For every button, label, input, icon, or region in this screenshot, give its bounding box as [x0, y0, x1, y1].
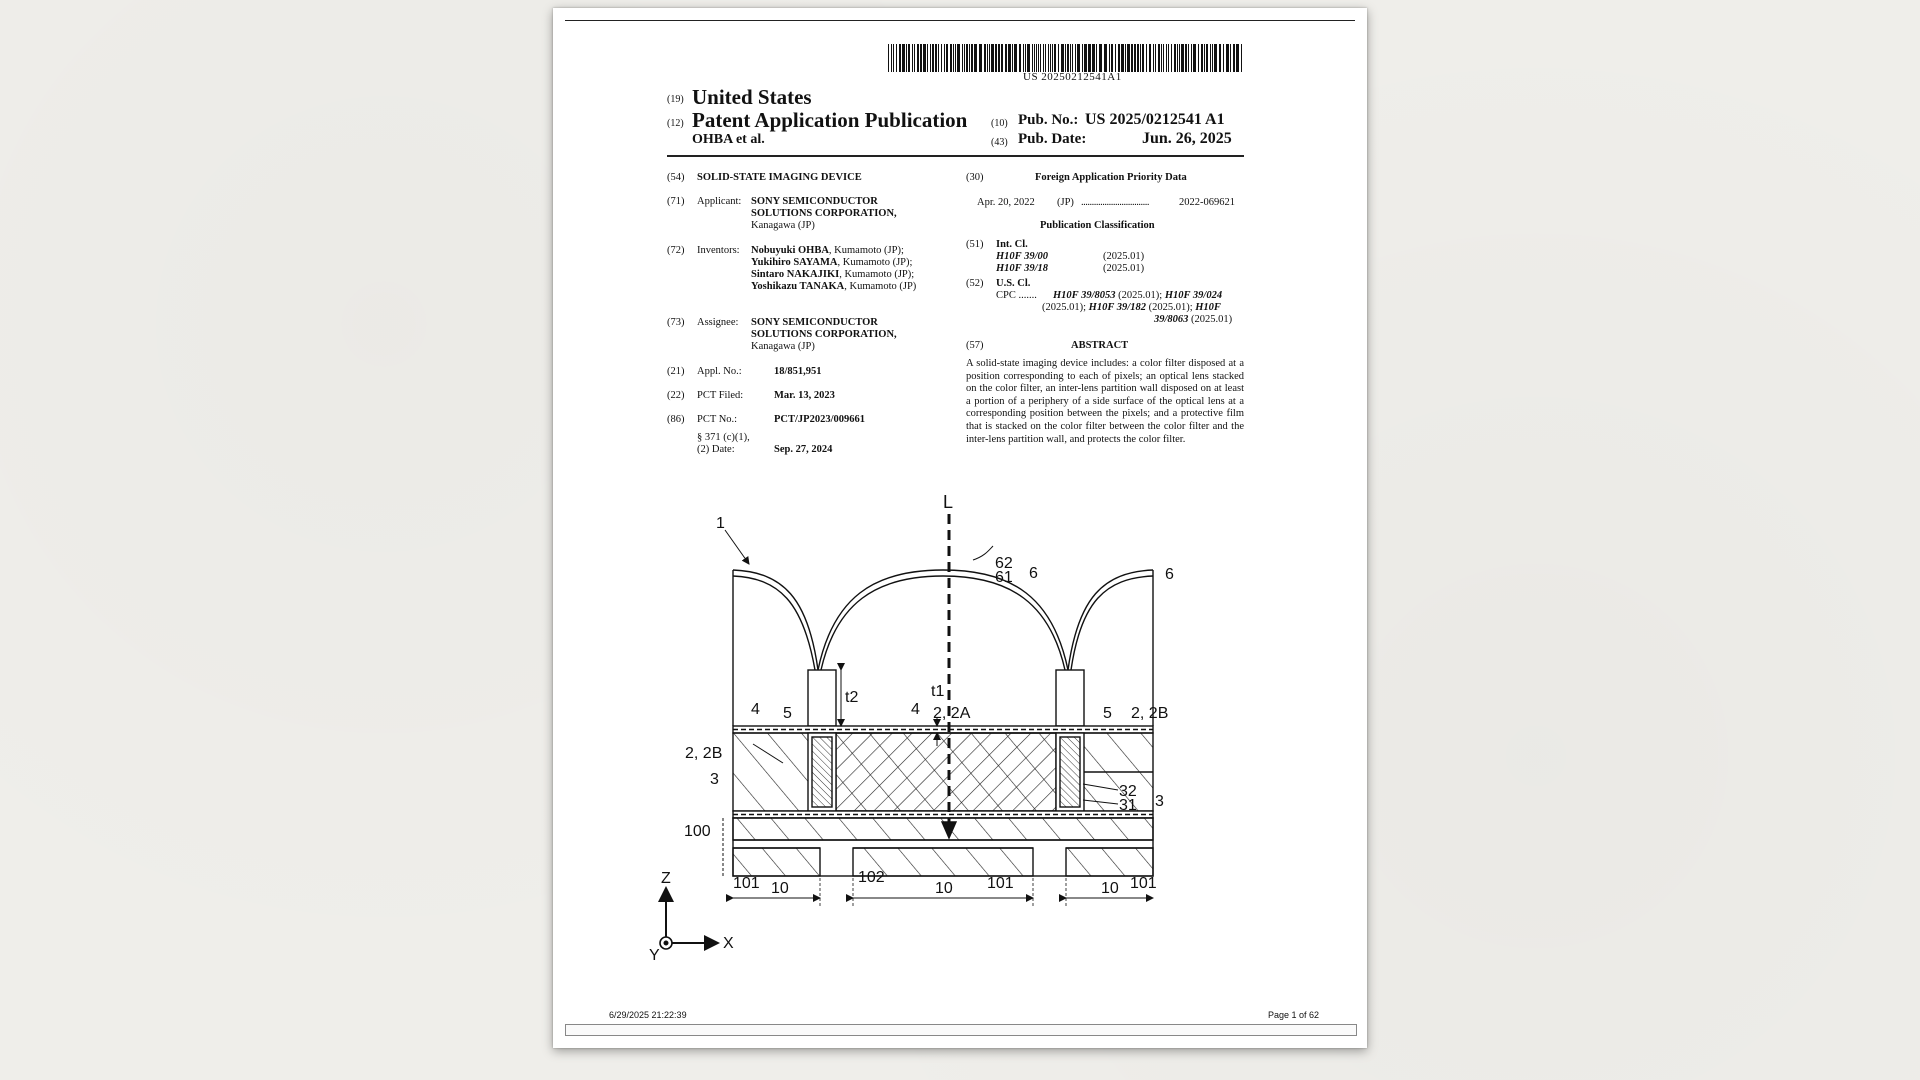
code-51: (51): [966, 239, 984, 250]
publication-classification-heading: Publication Classification: [1040, 220, 1155, 231]
label-ref-5-left: 5: [783, 705, 792, 722]
inventor-1: Nobuyuki OHBA, Kumamoto (JP);: [751, 245, 904, 256]
s371-value: Sep. 27, 2024: [774, 444, 833, 455]
code-71: (71): [667, 196, 685, 207]
patent-page: [553, 8, 1367, 1048]
label-ref-4-left: 4: [751, 701, 760, 718]
country-name: United States: [692, 85, 812, 109]
lens-left: [733, 570, 818, 670]
label-ref-6-center: 6: [1029, 565, 1038, 582]
inventors-label: Inventors:: [697, 245, 740, 256]
axis-Y-label: Y: [649, 947, 660, 964]
label-ref-101-right: 101: [1130, 875, 1157, 892]
label-ref-5-right: 5: [1103, 705, 1112, 722]
label-ref-2-2A: 2, 2A: [933, 705, 971, 722]
cpc-line-1: H10F 39/8053 (2025.01); H10F 39/024: [1053, 290, 1223, 301]
foreign-date: Apr. 20, 2022: [977, 197, 1035, 208]
axis-Z-label: Z: [661, 870, 671, 887]
document-type: Patent Application Publication: [692, 108, 968, 132]
lens-right: [1068, 570, 1153, 670]
code-73: (73): [667, 317, 685, 328]
label-ref-62: 62: [995, 555, 1013, 572]
abstract-heading: ABSTRACT: [1071, 340, 1129, 351]
pct-filed-label: PCT Filed:: [697, 390, 744, 401]
code-57: (57): [966, 340, 984, 351]
label-ref-4-center: 4: [911, 701, 920, 718]
inventors-short: OHBA et al.: [692, 132, 765, 147]
label-ref-3-right: 3: [1155, 793, 1164, 810]
code-10: (10): [991, 118, 1008, 129]
code-21: (21): [667, 366, 685, 377]
cpc-label: CPC .......: [996, 290, 1037, 301]
label-ref-61: 61: [995, 569, 1013, 586]
s371-label-2: (2) Date:: [697, 444, 735, 455]
page-indicator: Page 1 of 62: [1268, 1010, 1320, 1020]
code-86: (86): [667, 414, 685, 425]
assignee-name-2: SOLUTIONS CORPORATION,: [751, 329, 897, 340]
print-timestamp: 6/29/2025 21:22:39: [609, 1010, 687, 1020]
foreign-priority-heading: Foreign Application Priority Data: [1035, 172, 1187, 183]
label-ref-6-right: 6: [1165, 566, 1174, 583]
applicant-location: Kanagawa (JP): [751, 220, 815, 231]
pct-no-label: PCT No.:: [697, 414, 738, 425]
code-54: (54): [667, 172, 685, 183]
barcode: [888, 44, 1242, 72]
label-ref-101-center: 101: [987, 875, 1014, 892]
int-cl-2: H10F 39/18: [996, 263, 1049, 274]
int-cl-2-date: (2025.01): [1103, 263, 1145, 274]
pub-date-value: Jun. 26, 2025: [1142, 130, 1232, 147]
label-ref-10-center: 10: [935, 880, 953, 897]
barcode-number: US 20250212541A1: [1023, 71, 1122, 83]
label-L: L: [943, 492, 954, 512]
label-ref-101-left: 101: [733, 875, 760, 892]
appl-no-value: 18/851,951: [774, 366, 822, 377]
pub-no-label: Pub. No.:: [1018, 112, 1079, 128]
us-cl-label: U.S. Cl.: [996, 278, 1031, 289]
code-22: (22): [667, 390, 685, 401]
cpc-line-2: (2025.01); H10F 39/182 (2025.01); H10F: [1042, 302, 1221, 313]
top-rule: [565, 20, 1355, 21]
foreign-app-number: 2022-069621: [1179, 197, 1235, 208]
assignee-label: Assignee:: [697, 317, 739, 328]
pub-date-label: Pub. Date:: [1018, 131, 1087, 147]
foreign-country: (JP): [1057, 197, 1074, 208]
pct-filed-value: Mar. 13, 2023: [774, 390, 835, 401]
lens-center: [818, 570, 1068, 670]
lens-right-inner: [1071, 576, 1153, 670]
lens-center-inner: [821, 576, 1065, 670]
pub-no-value: US 2025/0212541 A1: [1085, 111, 1225, 128]
label-ref-3-left: 3: [710, 771, 719, 788]
label-t2: t2: [845, 689, 859, 706]
code-43: (43): [991, 137, 1008, 148]
bottom-bar: [565, 1024, 1357, 1036]
code-19: (19): [667, 94, 684, 105]
axis-X-label: X: [723, 935, 734, 952]
applicant-name-2: SOLUTIONS CORPORATION,: [751, 208, 897, 219]
inventor-3: Sintaro NAKAJIKI, Kumamoto (JP);: [751, 269, 915, 280]
label-ref-1: 1: [716, 515, 725, 532]
abstract-text: A solid-state imaging device includes: a color filter disposed at a position corresponding to each of pixels; an optical lens stacked on the color filter, an inter-lens partition wall disposed on at least a portion of a periphery of a side surface of the optical lens at a corresponding position between the pixels; and a protective film that is stacked on the color filter between the color filter and the inter-lens partition wall, and protects the color filter.: [966, 358, 1244, 445]
code-12: (12): [667, 118, 684, 129]
label-ref-2-2B-right: 2, 2B: [1131, 705, 1169, 722]
header-rule: [667, 155, 1244, 157]
assignee-name-1: SONY SEMICONDUCTOR: [751, 317, 878, 328]
s371-label-1: § 371 (c)(1),: [697, 432, 750, 443]
inventor-4: Yoshikazu TANAKA, Kumamoto (JP): [751, 281, 917, 292]
int-cl-label: Int. Cl.: [996, 239, 1028, 250]
label-ref-32: 32: [1119, 783, 1137, 800]
label-ref-102: 102: [858, 869, 885, 886]
cpc-line-3: 39/8063 (2025.01): [1154, 314, 1233, 325]
figure-cross-section: [553, 478, 1367, 978]
label-ref-10-right: 10: [1101, 880, 1119, 897]
label-ref-10-left: 10: [771, 880, 789, 897]
foreign-dots: ................................: [1081, 197, 1149, 208]
lens-left-inner: [733, 576, 815, 670]
applicant-label: Applicant:: [697, 196, 742, 207]
applicant-name-1: SONY SEMICONDUCTOR: [751, 196, 878, 207]
int-cl-1-date: (2025.01): [1103, 251, 1145, 262]
code-52: (52): [966, 278, 984, 289]
pct-no-value: PCT/JP2023/009661: [774, 414, 865, 425]
invention-title: SOLID-STATE IMAGING DEVICE: [697, 172, 862, 183]
label-ref-100: 100: [684, 823, 711, 840]
code-30: (30): [966, 172, 984, 183]
appl-no-label: Appl. No.:: [697, 366, 742, 377]
label-ref-2-2B-left: 2, 2B: [685, 745, 723, 762]
label-ref-31: 31: [1119, 797, 1137, 814]
int-cl-1: H10F 39/00: [996, 251, 1049, 262]
code-72: (72): [667, 245, 685, 256]
assignee-location: Kanagawa (JP): [751, 341, 815, 352]
label-t1: t1: [931, 683, 945, 700]
inventor-2: Yukihiro SAYAMA, Kumamoto (JP);: [751, 257, 913, 268]
